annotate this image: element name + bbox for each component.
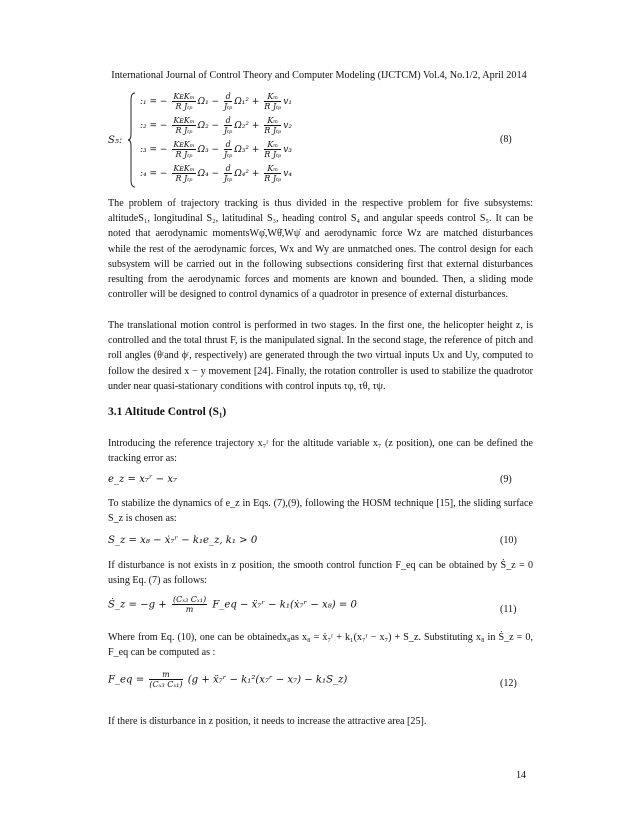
paragraph-reference-trajectory: Introducing the reference trajectory x₇ʳ for the altitude variable x₇ (z position), one can be defined the tracking error as:: [108, 438, 533, 465]
fraction-numerator: d: [225, 140, 231, 149]
page-number: 14: [516, 770, 527, 781]
system-fraction: [264, 116, 281, 135]
fraction-numerator: d: [225, 116, 231, 125]
equation-11-number: (11): [500, 604, 517, 615]
row-omega: Ω₂: [197, 121, 209, 131]
equation-9: e_z = x₇ʳ − x₇: [108, 474, 178, 485]
equation-12-denominator: (Cₓ₃ Cₓ₁): [149, 680, 183, 689]
fraction-numerator: Kₘ: [264, 116, 281, 126]
equation-11-left: Ṡ_z = −g +: [108, 599, 167, 611]
equation-10: S_z = x₈ − ẋ₇ʳ − k₁e_z, k₁ > 0: [108, 535, 258, 546]
equation-12: [108, 670, 347, 689]
system-fraction: [224, 92, 232, 111]
system-label: S₅:: [108, 135, 123, 146]
section-heading: 3.1 Altitude Control (S₁): [108, 406, 227, 418]
fraction-numerator: d: [225, 92, 231, 101]
system-row: :₄ = − $\frac{\text{KᴇKₘ}}{\text{R Jₜₚ}}$ Ω₄ − $\frac{d}{\text{Jₜₚ}}$ Ω₄² + $\frac{\text{Kₘ}}{\text{R Jₜₚ}}$ v₄: [140, 164, 292, 183]
equation-12-fraction: [149, 670, 182, 689]
row-input: v₂: [283, 121, 292, 131]
paragraph-subsystems: The problem of trajectory tracking is thus divided in the respective problem for five subsystems: altitudeS₁, longitudinal S₂, latitudinal S₃, heading control S₄ and angular speeds control S₅. It can be noted that aerodynamic momentsWφ̇,Wθ̇,Wψ̇ and aerodynamic force Wz are matched disturbances while the rest of the aerodynamic forces, Wx and Wy are unmatched ones. The control design for each subsystem will be carried out in the following subsections considering first that external disturbances resulting from the aerodynamic forces and moments are known and bounded. Then, a sliding mode controller will be designed to control dynamics of a quadrotor in presence of external disturbances.: [108, 198, 533, 301]
equation-10-number: (10): [500, 535, 517, 546]
row-omega: Ω₁: [197, 97, 209, 107]
fraction-numerator: KᴇKₘ: [173, 92, 195, 101]
equation-12-right: (g + ẍ₇ʳ − k₁²(x₇ʳ − x₇) − k₁S_z): [187, 674, 348, 686]
row-omega: Ω₃: [197, 145, 209, 155]
journal-header: International Journal of Control Theory and Computer Modeling (IJCTCM) Vol.4, No.1/2, April 2014: [111, 70, 527, 81]
system-fraction: [224, 164, 232, 183]
system-fraction: [224, 116, 232, 135]
row-lhs: :₄: [140, 169, 147, 179]
system-row: :₁ = − $\frac{\text{KᴇKₘ}}{\text{R Jₜₚ}}$ Ω₁ − $\frac{d}{\text{Jₜₚ}}$ Ω₁² + $\frac{\text{Kₘ}}{\text{R Jₜₚ}}$ v₁: [140, 92, 292, 111]
equation-8-system: [108, 92, 528, 188]
system-fraction: [172, 116, 195, 135]
fraction-numerator: d: [225, 164, 231, 173]
row-input: v₃: [283, 145, 292, 155]
system-fraction: [264, 164, 281, 183]
paragraph-disturbance: If there is disturbance in z position, it needs to increase the attractive area [25].: [108, 716, 427, 727]
system-fraction: [172, 164, 195, 183]
equation-9-number: (9): [500, 474, 512, 485]
row-lhs: :₂: [140, 121, 147, 131]
equation-11-denominator: m: [185, 605, 194, 614]
fraction-denominator: R Jₜₚ: [264, 102, 282, 111]
equation-8-number: (8): [500, 134, 512, 145]
row-input: v₄: [283, 169, 292, 179]
fraction-numerator: Kₘ: [264, 164, 281, 174]
system-fraction: [264, 92, 281, 111]
paragraph-smooth-control: If disturbance is not exists in z position, the smooth control function F_eq can be obtained by Ṡ_z = 0 using Eq. (7) as follows:: [108, 560, 533, 587]
system-fraction: [264, 140, 281, 159]
row-input: v₁: [283, 97, 292, 107]
system-row: :₃ = − $\frac{\text{KᴇKₘ}}{\text{R Jₜₚ}}$ Ω₃ − $\frac{d}{\text{Jₜₚ}}$ Ω₃² + $\frac{\text{Kₘ}}{\text{R Jₜₚ}}$ v₃: [140, 140, 292, 159]
fraction-denominator: Jₜₚ: [223, 102, 233, 111]
system-fraction: [172, 92, 195, 111]
fraction-numerator: Kₘ: [264, 92, 281, 102]
system-fraction: [172, 140, 195, 159]
row-omega-squared: Ω₄²: [234, 169, 250, 179]
paragraph-sliding-surface: To stabilize the dynamics of e_z in Eqs. (7),(9), following the HOSM technique [15], the sliding surface S_z is chosen as:: [108, 498, 533, 525]
fraction-numerator: Kₘ: [264, 140, 281, 150]
paragraph-translational: The translational motion control is performed in two stages. In the first one, the helicopter height z, is controlled and the total thrust F, is the manipulated signal. In the second stage, the reference of pitch and roll angles (θʳand ϕʳ, respectively) are generated through the two virtual inputs Ux and Uy, computed to follow the desired x − y movement [24]. Finally, the rotation controller is used to stabilize the quadrotor under near quasi-stationary conditions with control inputs τφ, τθ, τψ.: [108, 320, 533, 392]
paragraph-substitution: Where from Eq. (10), one can be obtainedx₈as x₈ = ẋ₇ʳ + k₁(x₇ʳ − x₇) + S_z. Substituting x₈ in Ṡ_z = 0, F_eq can be computed as :: [108, 632, 533, 659]
fraction-denominator: R Jₜₚ: [175, 102, 193, 111]
fraction-numerator: KᴇKₘ: [173, 140, 195, 149]
row-lhs: :₁: [140, 97, 147, 107]
fraction-numerator: KᴇKₘ: [173, 164, 195, 173]
fraction-denominator: R Jₜₚ: [175, 150, 193, 159]
row-omega: Ω₄: [197, 169, 209, 179]
row-omega-squared: Ω₁²: [234, 97, 250, 107]
equation-12-number: (12): [500, 678, 517, 689]
fraction-denominator: R Jₜₚ: [264, 126, 282, 135]
fraction-denominator: Jₜₚ: [223, 126, 233, 135]
equation-12-left: F_eq =: [108, 674, 145, 686]
fraction-denominator: R Jₜₚ: [264, 150, 282, 159]
system-fraction: [224, 140, 232, 159]
equation-11-right: F_eq − ẍ₇ʳ − k₁(ẋ₇ʳ − x₈) = 0: [212, 599, 357, 611]
fraction-denominator: R Jₜₚ: [264, 174, 282, 183]
row-lhs: :₃: [140, 145, 147, 155]
row-omega-squared: Ω₂²: [234, 121, 250, 131]
fraction-denominator: R Jₜₚ: [175, 174, 193, 183]
fraction-denominator: Jₜₚ: [223, 174, 233, 183]
equation-11-numerator: (Cₓ₃ Cₓ₁): [172, 595, 207, 604]
row-omega-squared: Ω₃²: [234, 145, 250, 155]
equation-11: [108, 595, 357, 614]
system-row: :₂ = − $\frac{\text{KᴇKₘ}}{\text{R Jₜₚ}}$ Ω₂ − $\frac{d}{\text{Jₜₚ}}$ Ω₂² + $\frac{\text{Kₘ}}{\text{R Jₜₚ}}$ v₂: [140, 116, 292, 135]
equation-11-fraction: [172, 595, 207, 614]
fraction-denominator: Jₜₚ: [223, 150, 233, 159]
left-brace-icon: [128, 92, 136, 188]
fraction-numerator: KᴇKₘ: [173, 116, 195, 125]
fraction-denominator: R Jₜₚ: [175, 126, 193, 135]
equation-12-numerator: m: [149, 670, 182, 680]
